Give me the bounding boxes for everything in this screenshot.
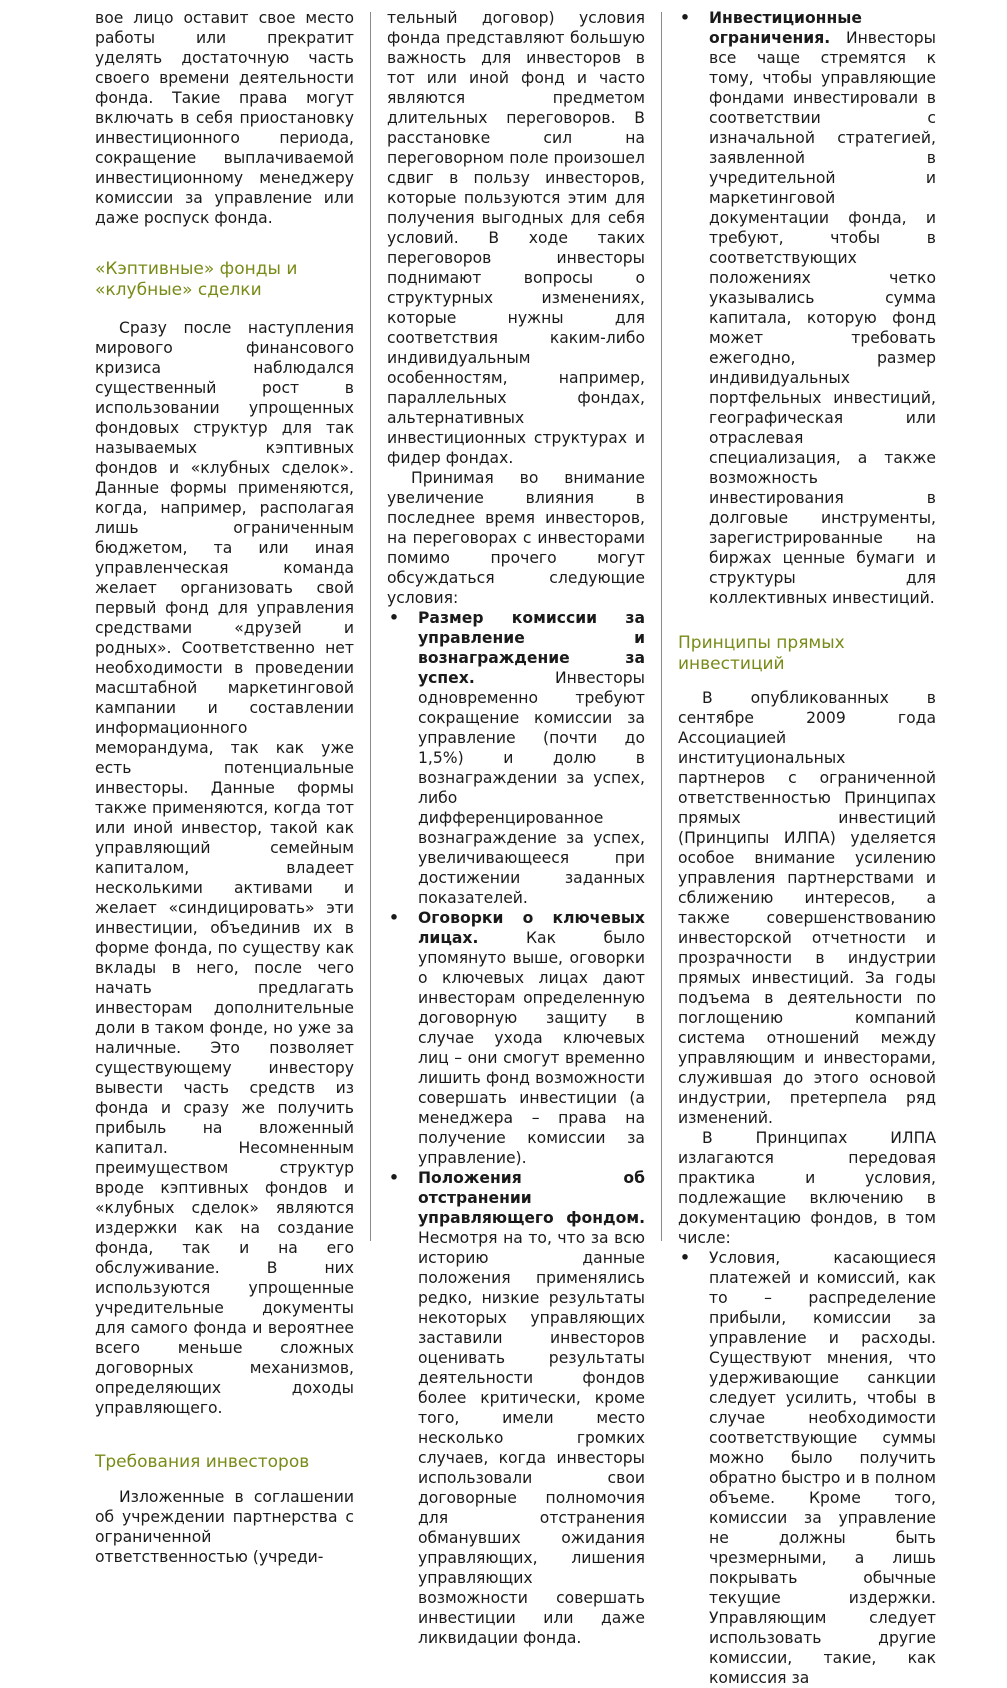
bullet-icon: • [389, 909, 399, 927]
bullet-icon: • [389, 609, 399, 627]
heading-investor-requirements: Требования инвесторов [95, 1452, 310, 1472]
text-column-1 [95, 8, 354, 1567]
ilpa-bullet-list [678, 1248, 936, 1688]
text-column-3 [678, 8, 936, 1688]
terms-bullet-list [387, 608, 645, 1648]
list-item-text: Инвесторы одновременно требуют сокращение комиссии за управление (почти до 1,5%) и долю в вознаграждении за успех, либо дифференцированное вознаграждение за успех, увеличивающееся при достижении заданных показателей. [418, 669, 645, 907]
list-item [678, 8, 936, 608]
column-divider-left [370, 12, 371, 1241]
heading-captive-funds: «Кэптивные» фонды и «клубные» сделки [95, 259, 298, 300]
paragraph-continuation: вое лицо оставит свое место работы или прекратит уделять достаточную часть своего времени деятельности фонда. Такие права могут включать в себя приостановку инвестиционного периода, сокращение выплачиваемой инвестиционному менеджеру комиссии за управление или даже роспуск фонда. [95, 9, 354, 227]
paragraph-ilpa-practice: В Принципах ИЛПА излагаются передовая практика и условия, подлежащие включению в документацию фондов, в том числе: [678, 1129, 936, 1247]
paragraph-continuation: тельный договор) условия фонда представляют большую важность для инвесторов в тот или иной фонд и часто являются предметом длительных переговоров. В расстановке сил на переговорном поле произошел сдвиг в пользу инвесторов, которые пользуются этим для получения выгодных для себя условий. В ходе таких переговоров инвесторы поднимают вопросы о структурных изменениях, которые нужны для соответствия каким-либо индивидуальным особенностям, например, параллельных фондах, альтернативных инвестиционных структурах и фидер фондах. [387, 9, 645, 467]
list-item-text: Условия, касающиеся платежей и комиссий, как то – распределение прибыли, комиссии за управление и расходы. Существуют мнения, что удерживающие санкции следует усилить, чтобы в случае необходимости соответствующие суммы можно было получить обратно быстро и в полном объеме. Кроме того, комиссии за управление не должны быть чрезмерными, а лишь покрывать обычные текущие издержки. Управляющим следует использовать другие комиссии, такие, как комиссия за [709, 1249, 936, 1687]
paragraph-captive-funds: Сразу после наступления мирового финансового кризиса наблюдался существенный рост в использовании упрощенных фондовых структур для так называемых кэптивных фондов и «клубных сделок». Данные формы применяются, когда, например, располагая лишь ограниченным бюджетом, та или иная управленческая команда желает организовать свой первый фонд для управления средствами «друзей и родных». Соответственно нет необходимости в проведении масштабной маркетинговой кампании и составлении информационного меморандума, так как уже есть потенциальные инвесторы. Данные формы также применяются, когда тот или иной инвестор, такой как управляющий семейным капиталом, владеет несколькими активами и желает «синдицировать» эти инвестиции, объединив их в форме фонда, по существу как вклады в него, после чего начать предлагать инвесторам дополнительные доли в таком фонде, но уже за наличные. Это позволяет существующему инвестору вывести часть средств из фонда и сразу же получить прибыль на вложенный капитал. Несомненным преимуществом структур вроде кэптивных фондов и «клубных сделок» являются издержки как на создание фонда, так и на его обслуживание. В них используются упрощенные учредительные документы для самого фонда и вероятнее всего меньше сложных договорных механизмов, определяющих доходы управляющего. [95, 319, 354, 1417]
restrictions-bullet-list [678, 8, 936, 608]
list-item-title: Оговорки о ключевых лицах. [418, 909, 645, 947]
list-item [387, 908, 645, 1168]
column-divider-right [661, 12, 662, 1241]
paragraph-ilpa-principles: В опубликованных в сентябре 2009 года Ассоциацией институциональных партнеров с ограниченной ответственностью Принципах прямых инвестиций (Принципы ИЛПА) уделяется особое внимание усилению управления партнерствами и сближению интересов, а также совершенствованию инвесторской отчетности и прозрачности в индустрии прямых инвестиций. За годы подъема в деятельности по поглощению компаний система отношений между управляющим и инвесторами, служившая до этого основой индустрии, претерпела ряд изменений. [678, 689, 936, 1127]
list-item-text: Несмотря на то, что за всю историю данные положения применялись редко, низкие результаты некоторых управляющих заставили инвесторов оценивать результаты деятельности фондов более критически, кроме того, имели место несколько громких случаев, когда инвесторы использовали свои договорные полномочия для отстранения обманувших ожидания управляющих, лишения управляющих возможности совершать инвестиции или даже ликвидации фонда. [418, 1229, 645, 1647]
list-item [387, 608, 645, 908]
bullet-icon: • [389, 1169, 399, 1187]
text-column-2 [387, 8, 645, 1648]
heading-pe-principles: Принципы прямых инвестиций [678, 633, 845, 674]
list-item-title: Размер комиссии за управление и вознаграждение за успех. [418, 609, 645, 687]
bullet-icon: • [680, 1249, 690, 1267]
bullet-icon: • [680, 9, 690, 27]
list-item-title: Положения об отстранении управляющего фондом. [418, 1169, 645, 1227]
list-item-text: Как было упомянуто выше, оговорки о ключевых лицах дают инвесторам определенную договорную защиту в случае ухода ключевых лиц – они смогут временно лишить фонд возможности совершать инвестиции (а менеджера – права на получение комиссии за управление). [418, 929, 645, 1167]
paragraph-negotiation-terms: Принимая во внимание увеличение влияния в последнее время инвесторов, на переговорах с инвесторами помимо прочего могут обсуждаться следующие условия: [387, 469, 645, 607]
list-item [387, 1168, 645, 1648]
list-item-title: Инвестиционные ограничения. [709, 9, 862, 47]
paragraph-investor-requirements: Изложенные в соглашении об учреждении партнерства с ограниченной ответственностью (учреди- [95, 1488, 354, 1566]
list-item-text: Инвесторы все чаще стремятся к тому, чтобы управляющие фондами инвестировали в соответствии с изначальной стратегией, заявленной в учредительной и маркетинговой документации фонда, и требуют, чтобы в соответствующих положениях четко указывались сумма капитала, которую фонд может требовать ежегодно, размер индивидуальных портфельных инвестиций, географическая или отраслевая специализация, а также возможность инвестирования в долговые инструменты, зарегистрированные на биржах ценные бумаги и структуры для коллективных инвестиций. [709, 29, 936, 607]
list-item [678, 1248, 936, 1688]
